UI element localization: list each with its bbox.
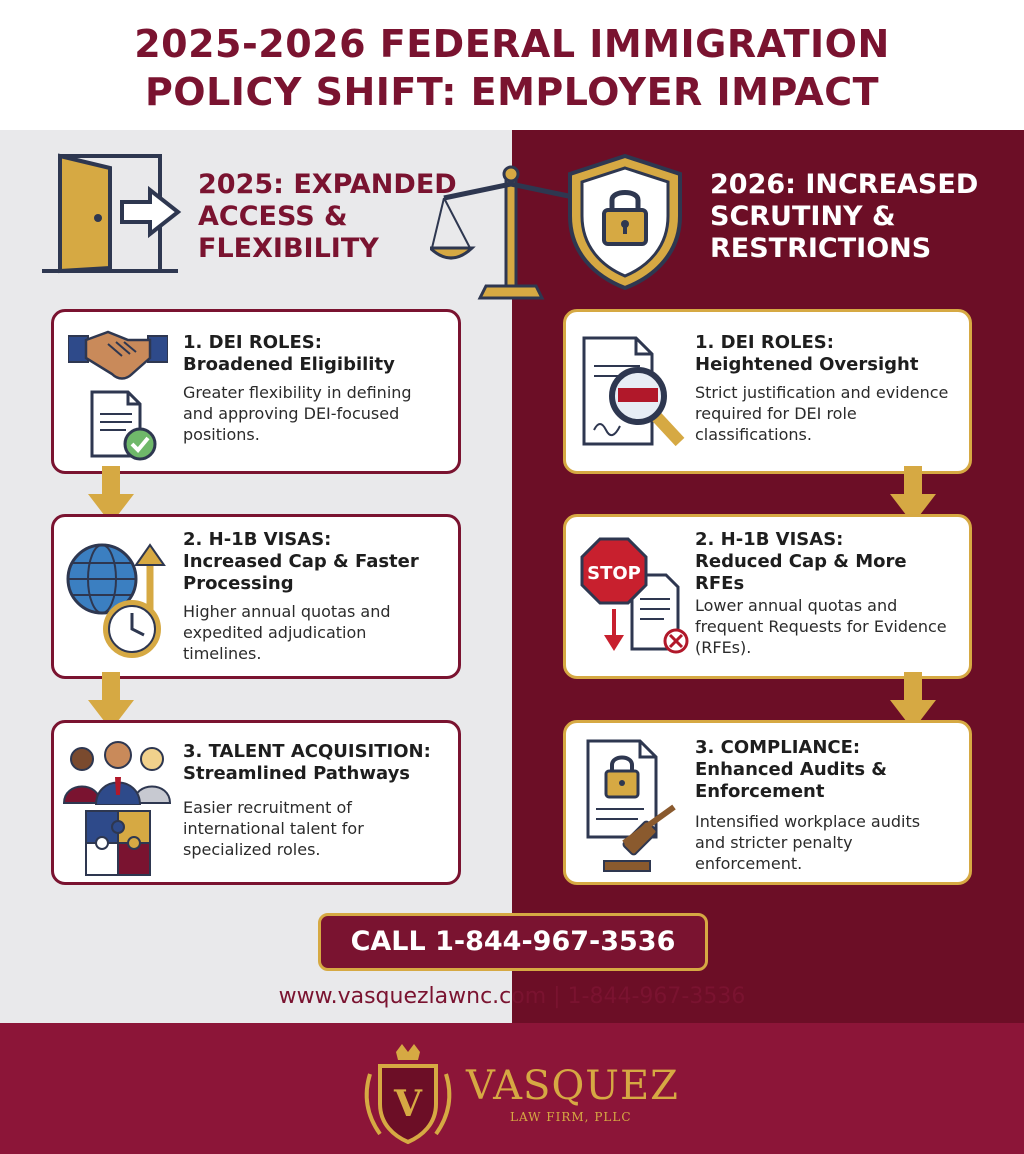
left-card-h1b-visas [51,514,461,679]
right-heading-line-1: 2026: INCREASED [710,169,979,200]
globe-clock-arrow-icon [64,541,176,659]
left-card-talent-acquisition [51,720,461,885]
card-title-line-1: 2. H-1B VISAS: [695,529,844,550]
right-heading-line-3: RESTRICTIONS [710,233,932,264]
title-line-1: 2025-2026 FEDERAL IMMIGRATION [134,22,890,66]
law-firm-crest-icon [356,1044,460,1148]
document-magnifier-icon [580,334,692,454]
card-text [183,529,444,664]
puzzle-icon [84,809,152,877]
website-phone-line[interactable]: www.vasquezlawnc.com | 1-844-967-3536 [278,984,746,1009]
card-description: Greater flexibility in defining and approving DEI-focused positions. [183,383,412,444]
card-text [695,737,955,874]
card-text [183,332,444,445]
document-check-icon [88,390,160,462]
right-card-compliance [563,720,972,885]
people-icon [62,739,174,805]
right-card-dei-roles [563,309,972,474]
card-title-line-2: Reduced Cap & More [695,551,907,572]
card-description: Lower annual quotas and frequent Requests for Evidence (RFEs). [695,596,947,657]
card-title [183,741,444,785]
card-title-line-1: 1. DEI ROLES: [695,332,834,353]
card-title [183,529,444,595]
card-title-line-2: Streamlined Pathways [183,763,411,784]
right-column-heading [710,169,978,265]
card-title-line-1: 3. COMPLIANCE: [695,737,861,758]
card-title [183,332,444,376]
document-lock-gavel-icon [584,737,694,875]
card-title-line-2: Broadened Eligibility [183,354,395,375]
right-card-h1b-visas [563,514,972,679]
card-text [695,332,955,445]
card-title [695,737,955,803]
card-title-line-2: Enhanced Audits & [695,759,887,780]
call-button[interactable]: CALL 1-844-967-3536 [318,913,708,971]
card-description: Easier recruitment of international talent for specialized roles. [183,798,364,859]
card-title-line-2: Heightened Oversight [695,354,919,375]
card-title [695,529,955,595]
firm-name: VASQUEZ [466,1063,679,1109]
page-title [0,20,1024,116]
card-title [695,332,955,376]
title-line-2: POLICY SHIFT: EMPLOYER IMPACT [144,70,880,114]
card-title-line-2: Increased Cap & Faster [183,551,419,572]
card-description: Intensified workplace audits and stricter penalty enforcement. [695,812,921,873]
left-heading-line-1: 2025: EXPANDED [198,169,457,200]
stop-sign-label: STOP [587,563,641,584]
left-column-heading [198,169,457,265]
open-door-icon [38,150,188,275]
card-text [183,741,444,860]
stop-sign-document-icon [580,537,692,661]
card-description: Strict justification and evidence required for DEI role classifications. [695,383,949,444]
card-title-line-3: Processing [183,573,294,594]
card-title-line-3: Enforcement [695,781,825,802]
crest-letter: V [394,1083,422,1125]
handshake-icon [68,322,168,384]
card-title-line-1: 1. DEI ROLES: [183,332,322,353]
card-text [695,529,955,658]
header [0,0,1024,130]
card-title-line-1: 3. TALENT ACQUISITION: [183,741,431,762]
shield-lock-icon [560,152,690,292]
card-description: Higher annual quotas and expedited adjudication timelines. [183,602,391,663]
firm-subtitle: LAW FIRM, PLLC [510,1110,632,1124]
scales-of-justice-icon [430,162,580,302]
left-heading-line-2: ACCESS & [198,201,348,232]
card-title-line-1: 2. H-1B VISAS: [183,529,332,550]
card-title-line-3: RFEs [695,573,745,594]
left-heading-line-3: FLEXIBILITY [198,233,379,264]
left-card-dei-roles [51,309,461,474]
right-heading-line-2: SCRUTINY & [710,201,896,232]
